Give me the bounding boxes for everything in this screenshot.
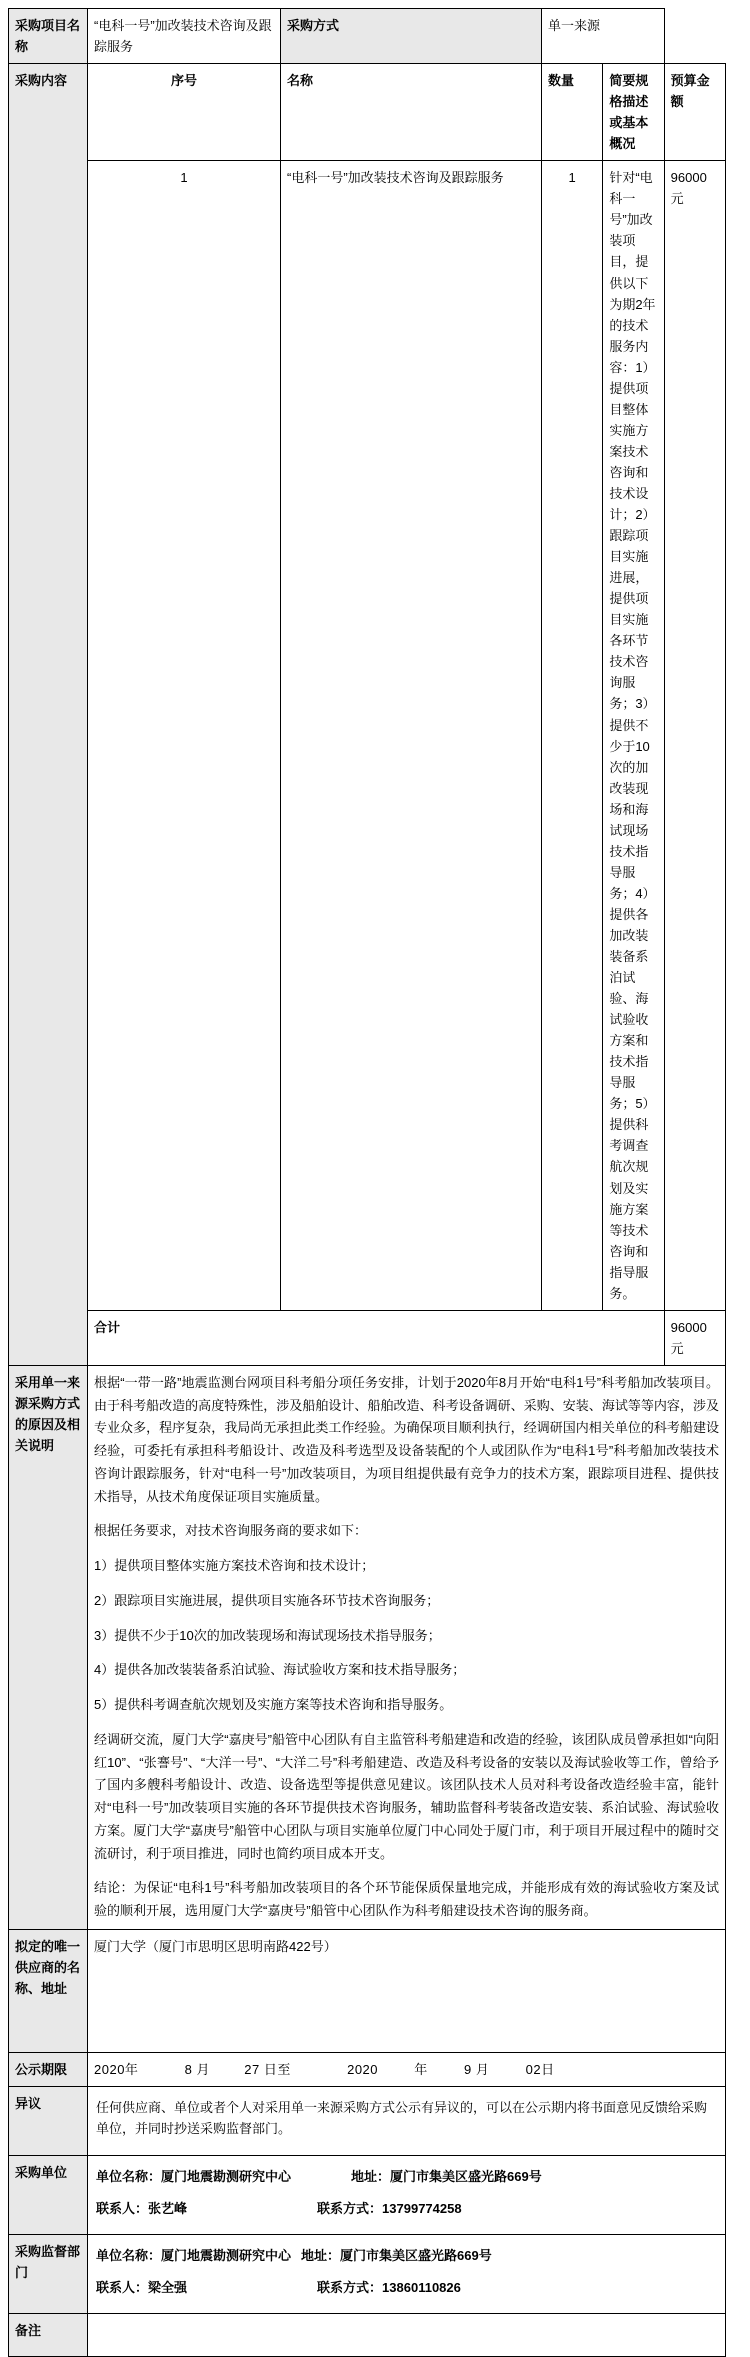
total-value: 96000元 [664, 1310, 725, 1365]
supervise-unit-contact-value: 梁全强 [148, 2280, 188, 2296]
table-row [9, 2086, 726, 2155]
content-qty: 1 [542, 161, 603, 1311]
supervise-unit-name-value: 厦门地震勘测研究中心 [161, 2247, 292, 2263]
period-end-year-unit: 年 [414, 2061, 428, 2077]
remark-value [88, 2313, 726, 2356]
reason-content [88, 1365, 726, 1929]
column-header-name: 名称 [281, 64, 542, 161]
table-row [9, 2234, 726, 2313]
purchase-unit-phone-value: 13799774258 [382, 2201, 462, 2217]
purchase-unit-contact-line [96, 2198, 717, 2220]
reason-paragraph: 5）提供科考调查航次规划及实施方案等技术咨询和指导服务。 [94, 1697, 453, 1713]
reason-paragraph: 根据“一带一路”地震监测台网项目科考船分项任务安排，计划于2020年8月开始“电科1号”科考船加改装项目。由于科考船改造的高度特殊性，涉及船舶设计、船舶改造、科考设备调研、采购、安装、海试等等内容，涉及专业众多，程序复杂，我局尚无承担此类工作经验。为确保项目顺利执行，经调研国内相关单位的科考船建设经验，可委托有承担科考船设计、改造及科考选型及设备装配的个人或团队作为“电科1号”科考船加改装技术咨询计跟踪服务，针对“电科一号”加改装项目，为项目组提供最有竞争力的技术方案，跟踪项目进程、提供技术指导，从技术角度保证项目实施质量。 [94, 1374, 719, 1504]
column-header-budget: 预算金额 [664, 64, 725, 161]
purchase-unit-name-value: 厦门地震勘测研究中心 [161, 2168, 292, 2184]
purchase-unit-name-label: 单位名称： [96, 2168, 162, 2184]
supervise-unit-contact-label: 联系人： [96, 2280, 149, 2296]
purchase-method-value: 单一来源 [542, 9, 665, 64]
table-row [9, 1929, 726, 2052]
period-end-year-num: 2020 [347, 2061, 379, 2077]
supervise-unit-phone-value: 13860110826 [382, 2280, 461, 2296]
content-budget: 96000元 [664, 161, 725, 1311]
column-header-qty: 数量 [542, 64, 603, 161]
purchase-unit-name-line [96, 2166, 717, 2188]
table-row [9, 64, 726, 161]
objection-label: 异议 [9, 2086, 88, 2155]
content-spec: 针对“电科一号”加改装项目，提供以下为期2年的技术服务内容：1）提供项目整体实施方案技术咨询和技术设计；2）跟踪项目实施进展，提供项目实施各环节技术咨询服务；3）提供不少于10次的加改装现场和海试现场技术指导服务；4）提供各加改装装备系泊试验、海试验收方案和技术指导服务；5）提供科考调查航次规划及实施方案等技术咨询和指导服务。 [603, 161, 664, 1311]
supplier-value: 厦门大学（厦门市思明区思明南路422号） [88, 1929, 726, 2052]
period-start-year: 2020年 [94, 2061, 139, 2077]
table-row [9, 1310, 726, 1365]
period-value [88, 2052, 726, 2086]
reason-paragraph: 结论：为保证“电科1号”科考船加改装项目的各个环节能保质保量地完成，并能形成有效的海试验收方案及试验的顺利开展，选用厦门大学“嘉庚号”船管中心团队作为科考船建设技术咨询的服务商。 [94, 1880, 719, 1919]
purchase-unit-label: 采购单位 [9, 2155, 88, 2234]
project-name-value: “电科一号”加改装技术咨询及跟踪服务 [88, 9, 281, 64]
supplier-label: 拟定的唯一供应商的名称、地址 [9, 1929, 88, 2052]
reason-paragraph: 根据任务要求，对技术咨询服务商的要求如下： [94, 1523, 368, 1539]
purchase-method-label: 采购方式 [281, 9, 542, 64]
reason-label: 采用单一来源采购方式的原因及相关说明 [9, 1365, 88, 1929]
reason-paragraph: 1）提供项目整体实施方案技术咨询和技术设计； [94, 1558, 375, 1574]
single-source-announcement-table [8, 8, 726, 2357]
content-name: “电科一号”加改装技术咨询及跟踪服务 [281, 161, 542, 1311]
table-row [9, 161, 726, 1311]
period-end-month: 9 月 [464, 2061, 490, 2077]
period-label: 公示期限 [9, 2052, 88, 2086]
purchase-unit-address-value: 厦门市集美区盛光路669号 [390, 2168, 542, 2184]
supervise-unit-contact-line [96, 2277, 717, 2299]
purchase-unit-info [88, 2155, 726, 2234]
purchase-unit-address-label: 地址： [351, 2168, 391, 2184]
period-start-month: 8 月 [184, 2061, 211, 2077]
column-header-spec: 简要规格描述或基本概况 [603, 64, 664, 161]
supervise-unit-name-label: 单位名称： [96, 2247, 162, 2263]
purchase-content-label: 采购内容 [9, 64, 88, 1366]
purchase-unit-contact-label: 联系人： [96, 2201, 149, 2217]
table-row [9, 2313, 726, 2356]
supervise-unit-address-label: 地址： [301, 2247, 341, 2263]
reason-paragraph: 4）提供各加改装装备系泊试验、海试验收方案和技术指导服务； [94, 1662, 466, 1678]
project-name-label: 采购项目名称 [9, 9, 88, 64]
supervise-unit-info [88, 2234, 726, 2313]
remark-label: 备注 [9, 2313, 88, 2356]
supervise-unit-name-line [96, 2245, 717, 2267]
objection-value: 任何供应商、单位或者个人对采用单一来源采购方式公示有异议的，可以在公示期内将书面意见反馈给采购单位，并同时抄送采购监督部门。 [88, 2086, 726, 2155]
period-end-day: 02日 [525, 2061, 555, 2077]
table-row [9, 1365, 726, 1929]
table-row [9, 9, 726, 64]
column-header-index: 序号 [88, 64, 281, 161]
purchase-unit-phone-label: 联系方式： [317, 2201, 383, 2217]
reason-paragraph: 3）提供不少于10次的加改装现场和海试现场技术指导服务； [94, 1627, 441, 1643]
supervise-label: 采购监督部门 [9, 2234, 88, 2313]
content-index: 1 [88, 161, 281, 1311]
reason-paragraph: 2）跟踪项目实施进展，提供项目实施各环节技术咨询服务； [94, 1592, 440, 1608]
table-row [9, 2155, 726, 2234]
total-label: 合计 [88, 1310, 665, 1365]
purchase-unit-contact-value: 张艺峰 [148, 2201, 188, 2217]
period-start-day: 27 日至 [244, 2061, 291, 2077]
reason-paragraph: 经调研交流，厦门大学“嘉庚号”船管中心团队有自主监管科考船建造和改造的经验，该团队成员曾承担如“向阳红10”、“张謇号”、“大洋一号”、“大洋二号”科考船建造、改造及科考设备的安装以及海试验收等工作，曾给予了国内多艘科考船设计、改造、设备选型等提供意见建议。该团队技术人员对科考设备改造经验丰富，能针对“电科一号”加改装项目实施的各环节提供技术咨询服务，辅助监督科考装备改造安装、系泊试验、海试验收方案。厦门大学“嘉庚号”船管中心团队与项目实施单位厦门中心同处于厦门市，利于项目开展过程中的随时交流研讨，利于项目推进，同时也简约项目成本开支。 [94, 1731, 719, 1861]
supervise-unit-phone-label: 联系方式： [317, 2280, 383, 2296]
table-row [9, 2052, 726, 2086]
supervise-unit-address-value: 厦门市集美区盛光路669号 [340, 2247, 492, 2263]
